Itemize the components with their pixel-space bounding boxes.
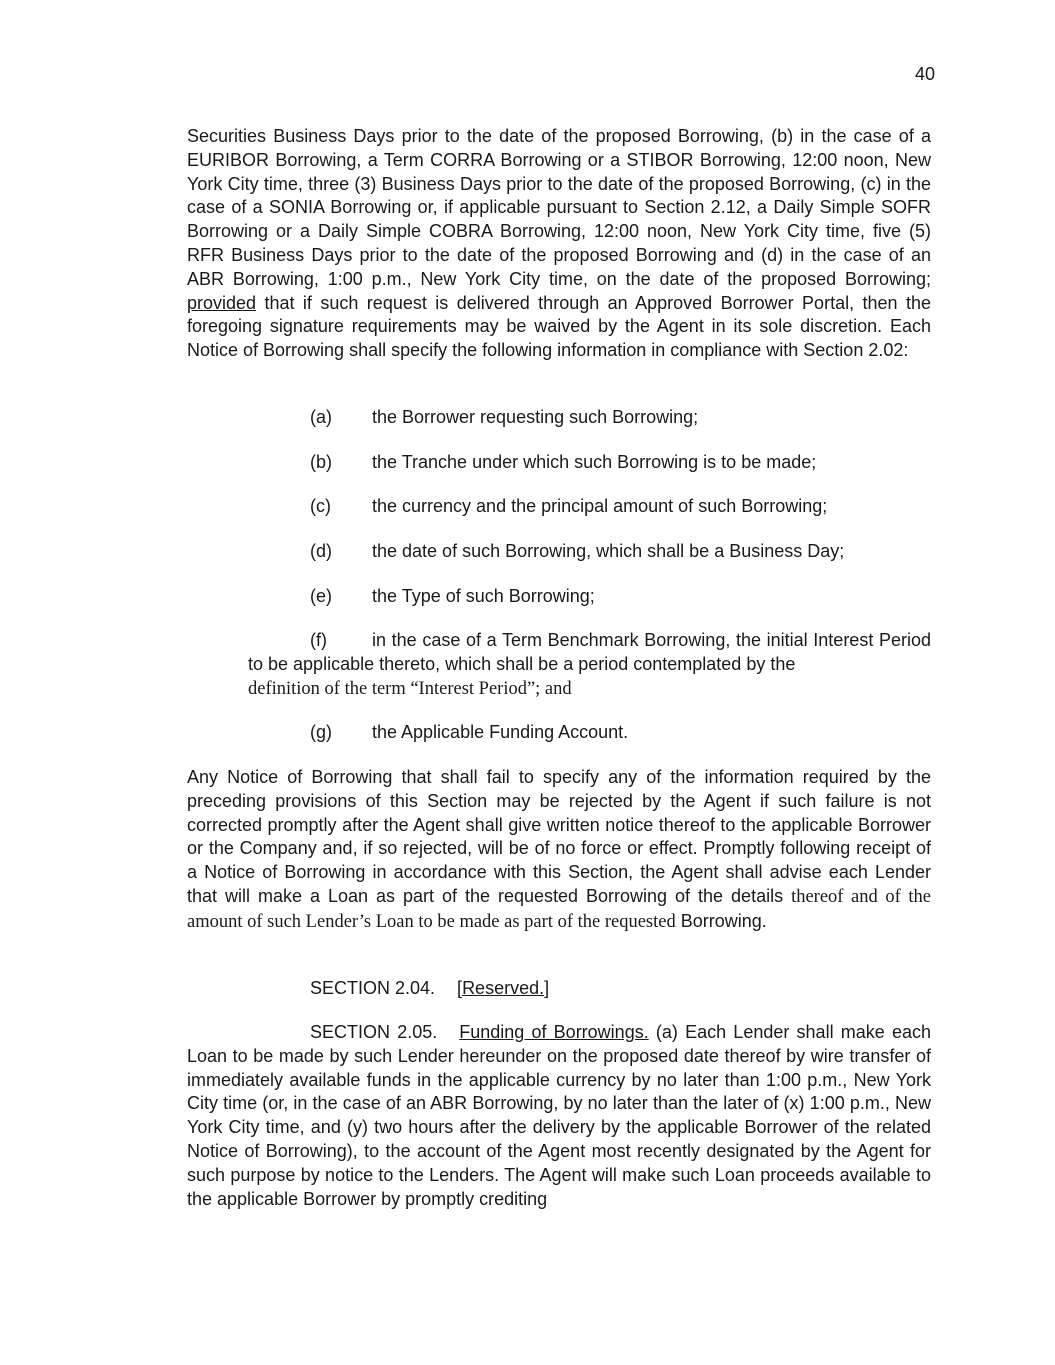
section-2-04-heading xyxy=(310,977,549,1001)
paragraph-notice-timing xyxy=(187,125,931,363)
item-label: (b) xyxy=(310,452,332,472)
item-text: the Type of such Borrowing; xyxy=(372,586,595,606)
list-item-a xyxy=(310,406,931,430)
section-text: (a) Each Lender shall make each Loan to be made by such Lender hereunder on the proposed date thereof by wire transfer of immediately available funds in the applicable currency by no later than 1:00 p.m., New York City time (or, in the case of an ABR Borrowing, by no later than the later of (x) 1:00 p.m., New York City time, and (y) two hours after the delivery by the applicable Borrower of the related Notice of Borrowing), to the account of the Agent most recently designated by the Agent for such purpose by notice to the Lenders. The Agent will make such Loan proceeds available to the applicable Borrower by promptly crediting xyxy=(187,1022,931,1209)
list-item-c xyxy=(310,495,931,519)
paragraph-text-serif: thereof and of the amount of such Lender’s Loan to be made as part of the requested xyxy=(187,886,931,932)
paragraph-text: Securities Business Days prior to the date of the proposed Borrowing, (b) in the case of a EURIBOR Borrowing, a Term CORRA Borrowing or a STIBOR Borrowing, 12:00 noon, New York City time, three (3) Business Days prior to the date of the proposed Borrowing, (c) in the case of a SONIA Borrowing or, if applicable pursuant to Section 2.12, a Daily Simple SOFR Borrowing or a Daily Simple COBRA Borrowing, 12:00 noon, New York City time, five (5) RFR Business Days prior to the date of the proposed Borrowing and (d) in the case of an ABR Borrowing, 1:00 p.m., New York City time, on the date of the proposed Borrowing; xyxy=(187,126,931,289)
section-2-05-paragraph xyxy=(187,1021,931,1211)
list-item-d xyxy=(310,540,931,564)
item-text: the Tranche under which such Borrowing is to be made; xyxy=(372,452,817,472)
item-text: in the case of a Term Benchmark Borrowing, the initial Interest Period to be applicable thereto, which shall be a period contemplated by the xyxy=(248,630,931,674)
item-label: (d) xyxy=(310,541,332,561)
bracket-close: ] xyxy=(544,978,550,998)
item-text: the Borrower requesting such Borrowing; xyxy=(372,407,699,427)
item-text-serif: definition of the term “Interest Period”; and xyxy=(248,678,572,699)
item-label: (a) xyxy=(310,407,332,427)
paragraph-text: Any Notice of Borrowing that shall fail to specify any of the information required by the preceding provisions of this Section may be rejected by the Agent if such failure is not corrected promptly after the Agent shall give written notice thereof to the applicable Borrower or the Company and, if so rejected, will be of no force or effect. Promptly following receipt of a Notice of Borrowing in accordance with this Section, the Agent shall advise each Lender that will make a Loan as part of the requested Borrowing of the details xyxy=(187,767,931,906)
section-title: Reserved. xyxy=(462,978,545,998)
paragraph-rejection xyxy=(187,766,931,935)
item-label: (e) xyxy=(310,586,332,606)
paragraph-text: that if such request is delivered through an Approved Borrower Portal, then the foregoing signature requirements may be waived by the Agent in its sole discretion. Each Notice of Borrowing shall specify the following information in compliance with Section 2.02: xyxy=(187,292,931,361)
item-text: the currency and the principal amount of such Borrowing; xyxy=(372,496,828,516)
section-number: SECTION 2.04. xyxy=(310,978,436,998)
page-number: 40 xyxy=(914,64,935,84)
section-title: Funding of Borrowings. xyxy=(459,1022,649,1042)
item-text: the Applicable Funding Account. xyxy=(372,722,629,742)
section-number: SECTION 2.05. xyxy=(310,1022,438,1042)
item-label: (g) xyxy=(310,722,332,742)
item-text: the date of such Borrowing, which shall be a Business Day; xyxy=(372,541,845,561)
item-label: (c) xyxy=(310,496,331,516)
list-item-e xyxy=(310,585,931,609)
list-item-b xyxy=(310,451,931,475)
bracket-open: [ xyxy=(457,978,463,998)
item-label: (f) xyxy=(310,630,327,650)
list-item-g xyxy=(310,721,931,745)
paragraph-text: Borrowing. xyxy=(680,910,767,931)
list-item-f xyxy=(248,629,931,701)
provided-term: provided xyxy=(187,292,257,313)
